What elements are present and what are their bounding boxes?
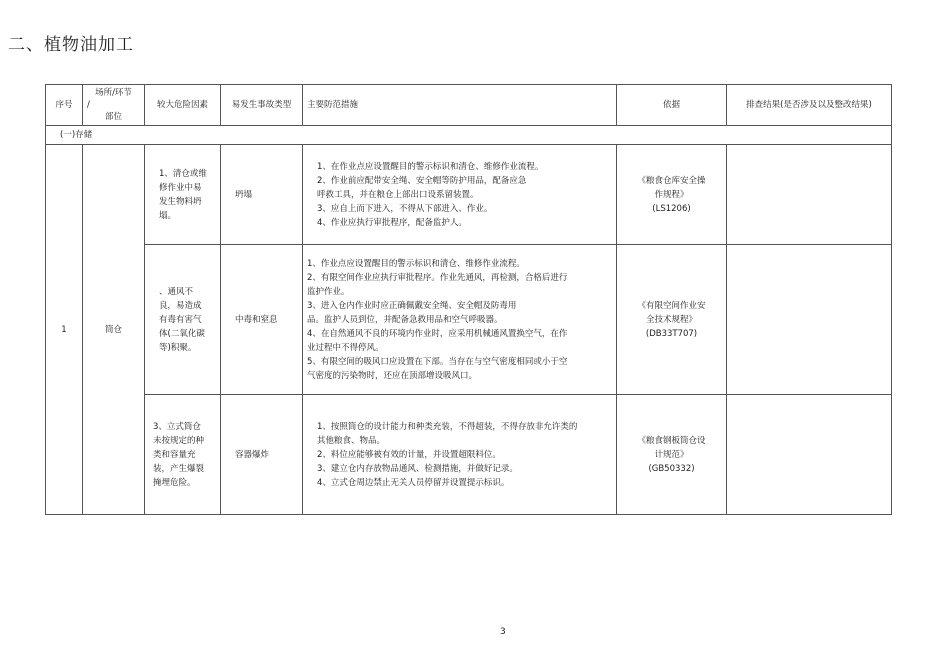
header-measures: 主要防范措施 [303,85,617,126]
accident-cell: 中毒和窒息 [221,245,303,395]
basis-cell: 《粮食仓库安全操 作规程》 (LS1206) [617,145,727,245]
result-cell [727,145,892,245]
group-seq: 1 [46,145,83,515]
measures-cell: 1、按照筒仓的设计能力和种类充装，不得超装，不得存放非允许类的 其他粮食、物品。 2、料位应能够被有效的计量，并设置超限料位。 3、建立仓内存放物品通风、检测措施，并做好记录。 4、立式仓周边禁止无关人员停留并设置提示标识。 [303,395,617,515]
hazard-table [45,84,892,515]
accident-cell: 坍塌 [221,145,303,245]
header-seq: 序号 [46,85,83,126]
group-location: 筒仓 [83,145,145,515]
header-basis: 依据 [617,85,727,126]
hazard-cell: 1、清仓或维 修作业中易 发生物料坍 塌。 [145,145,221,245]
page-number: 3 [500,627,506,637]
basis-cell: 《有限空间作业安 全技术规程》 (DB33T707) [617,245,727,395]
header-location: 场所/环节 / 部位 [83,85,145,126]
section-label: (一)存储 [46,126,892,145]
result-cell [727,245,892,395]
header-result: 排查结果(是否涉及以及整改结果) [727,85,892,126]
result-cell [727,395,892,515]
hazard-cell: 、通风不 良，易造成 有毒有害气 体(二氧化碳 等)积聚。 [145,245,221,395]
accident-cell: 容器爆炸 [221,395,303,515]
table-header-row [46,85,892,126]
page-title: 二、植物油加工 [8,35,134,55]
measures-cell: 1、作业点应设置醒目的警示标识和清仓、维修作业流程。 2、有限空间作业应执行审批程序。作业先通风，再检测，合格后进行 监护作业。 3、进入仓内作业时应正确佩戴安全绳、安全帽及防毒用 品。监护人员到位，并配备急救用品和空气呼吸器。 4、在自然通风不良的环境内作业时，应采用机械通风置换空气，在作 业过程中不得停风。 5、有限空间的吸风口应设置在下部。当存在与空气密度相同或小于空 气密度的污染物时，还应在顶部增设吸风口。 [303,245,617,395]
header-hazard: 较大危险因素 [145,85,221,126]
header-accident: 易发生事故类型 [221,85,303,126]
table-row [46,145,892,245]
hazard-cell: 3、立式筒仓 未按规定的种 类和容量充 装，产生爆裂 掩埋危险。 [145,395,221,515]
table-row [46,395,892,515]
table-row [46,245,892,395]
section-row [46,126,892,145]
basis-cell: 《粮食钢板筒仓设 计规范》 (GB50332) [617,395,727,515]
measures-cell: 1、在作业点应设置醒目的警示标识和清仓、维修作业流程。 2、作业前应配带安全绳、安全帽等防护用品，配备应急 呼救工具，并在粮仓上部出口设系留装置。 3、应自上而下进入，不得从下部进入、作业。 4、作业应执行审批程序，配备监护人。 [303,145,617,245]
